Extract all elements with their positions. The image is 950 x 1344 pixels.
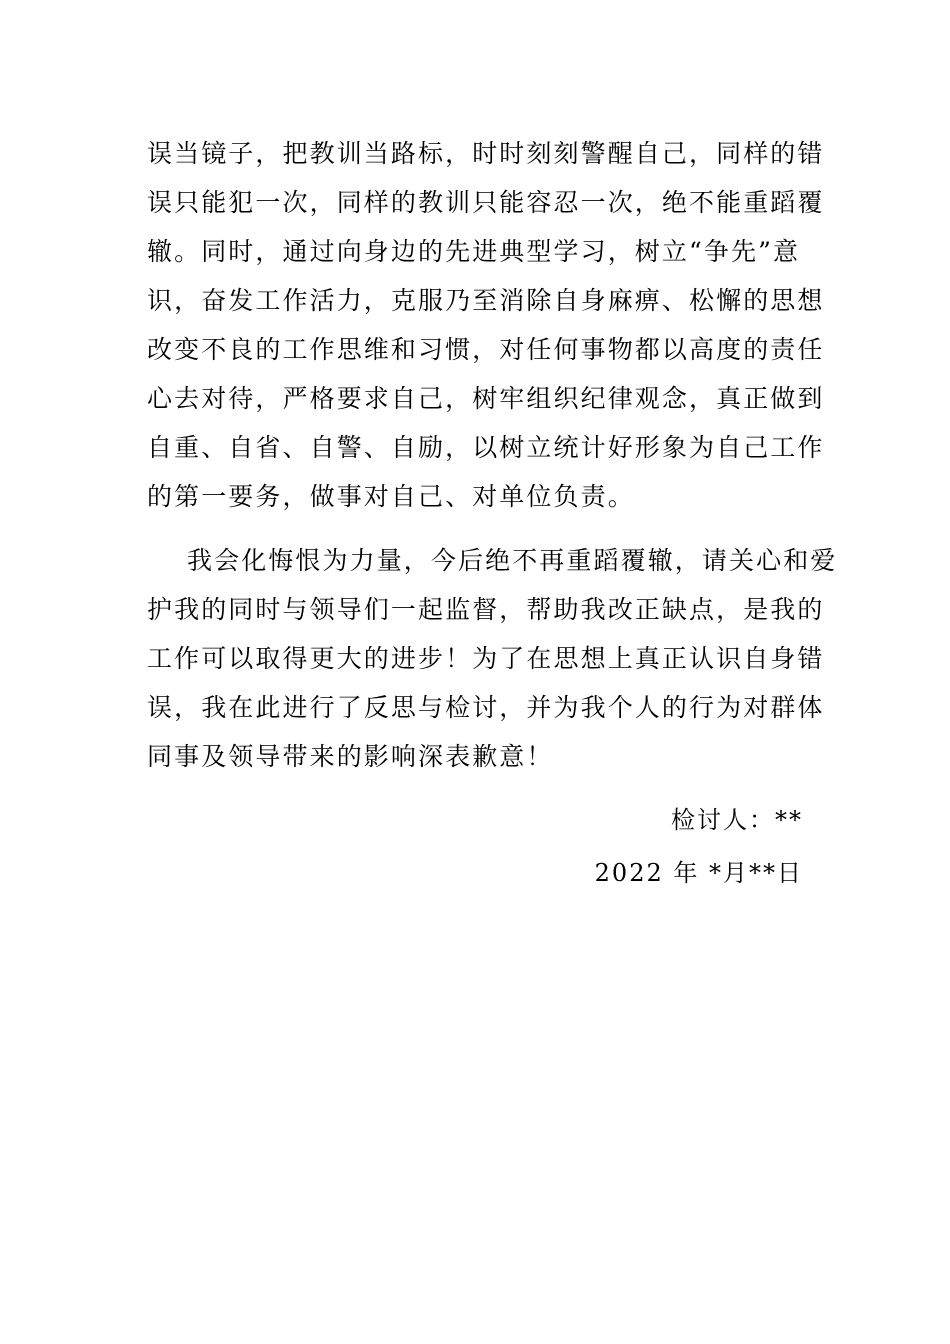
paragraph-continuation bbox=[147, 129, 825, 521]
paragraph-line: 护我的同时与领导们一起监督，帮助我改正缺点，是我的 bbox=[147, 595, 825, 624]
paragraph-line: 误只能犯一次，同样的教训只能容忍一次，绝不能重蹈覆 bbox=[147, 188, 825, 217]
paragraph-apology bbox=[147, 536, 838, 781]
paragraph-line: 心去对待，严格要求自己，树牢组织纪律观念，真正做到 bbox=[147, 384, 825, 413]
paragraph-line: 的第一要务，做事对自己、对单位负责。 bbox=[147, 482, 635, 511]
paragraph-line: 辙。同时，通过向身边的先进典型学习，树立“争先”意 bbox=[147, 237, 801, 266]
signature-date: 2022 年 *月**日 bbox=[594, 859, 803, 887]
paragraph-line: 自重、自省、自警、自励，以树立统计好形象为自己工作 bbox=[147, 433, 825, 462]
paragraph-line: 误，我在此进行了反思与检讨，并为我个人的行为对群体 bbox=[147, 693, 825, 722]
paragraph-line: 误当镜子，把教训当路标，时时刻刻警醒自己，同样的错 bbox=[147, 139, 825, 168]
paragraph-line: 改变不良的工作思维和习惯，对任何事物都以高度的责任 bbox=[147, 335, 825, 364]
paragraph-line: 识，奋发工作活力，克服乃至消除自身麻痹、松懈的思想 bbox=[147, 286, 825, 315]
paragraph-line: 我会化悔恨为力量，今后绝不再重蹈覆辙，请关心和爱 bbox=[187, 546, 838, 575]
paragraph-line: 同事及领导带来的影响深表歉意！ bbox=[147, 742, 554, 771]
paragraph-line: 工作可以取得更大的进步！为了在思想上真正认识自身错 bbox=[147, 644, 825, 673]
signature-name: 检讨人：** bbox=[671, 806, 803, 834]
